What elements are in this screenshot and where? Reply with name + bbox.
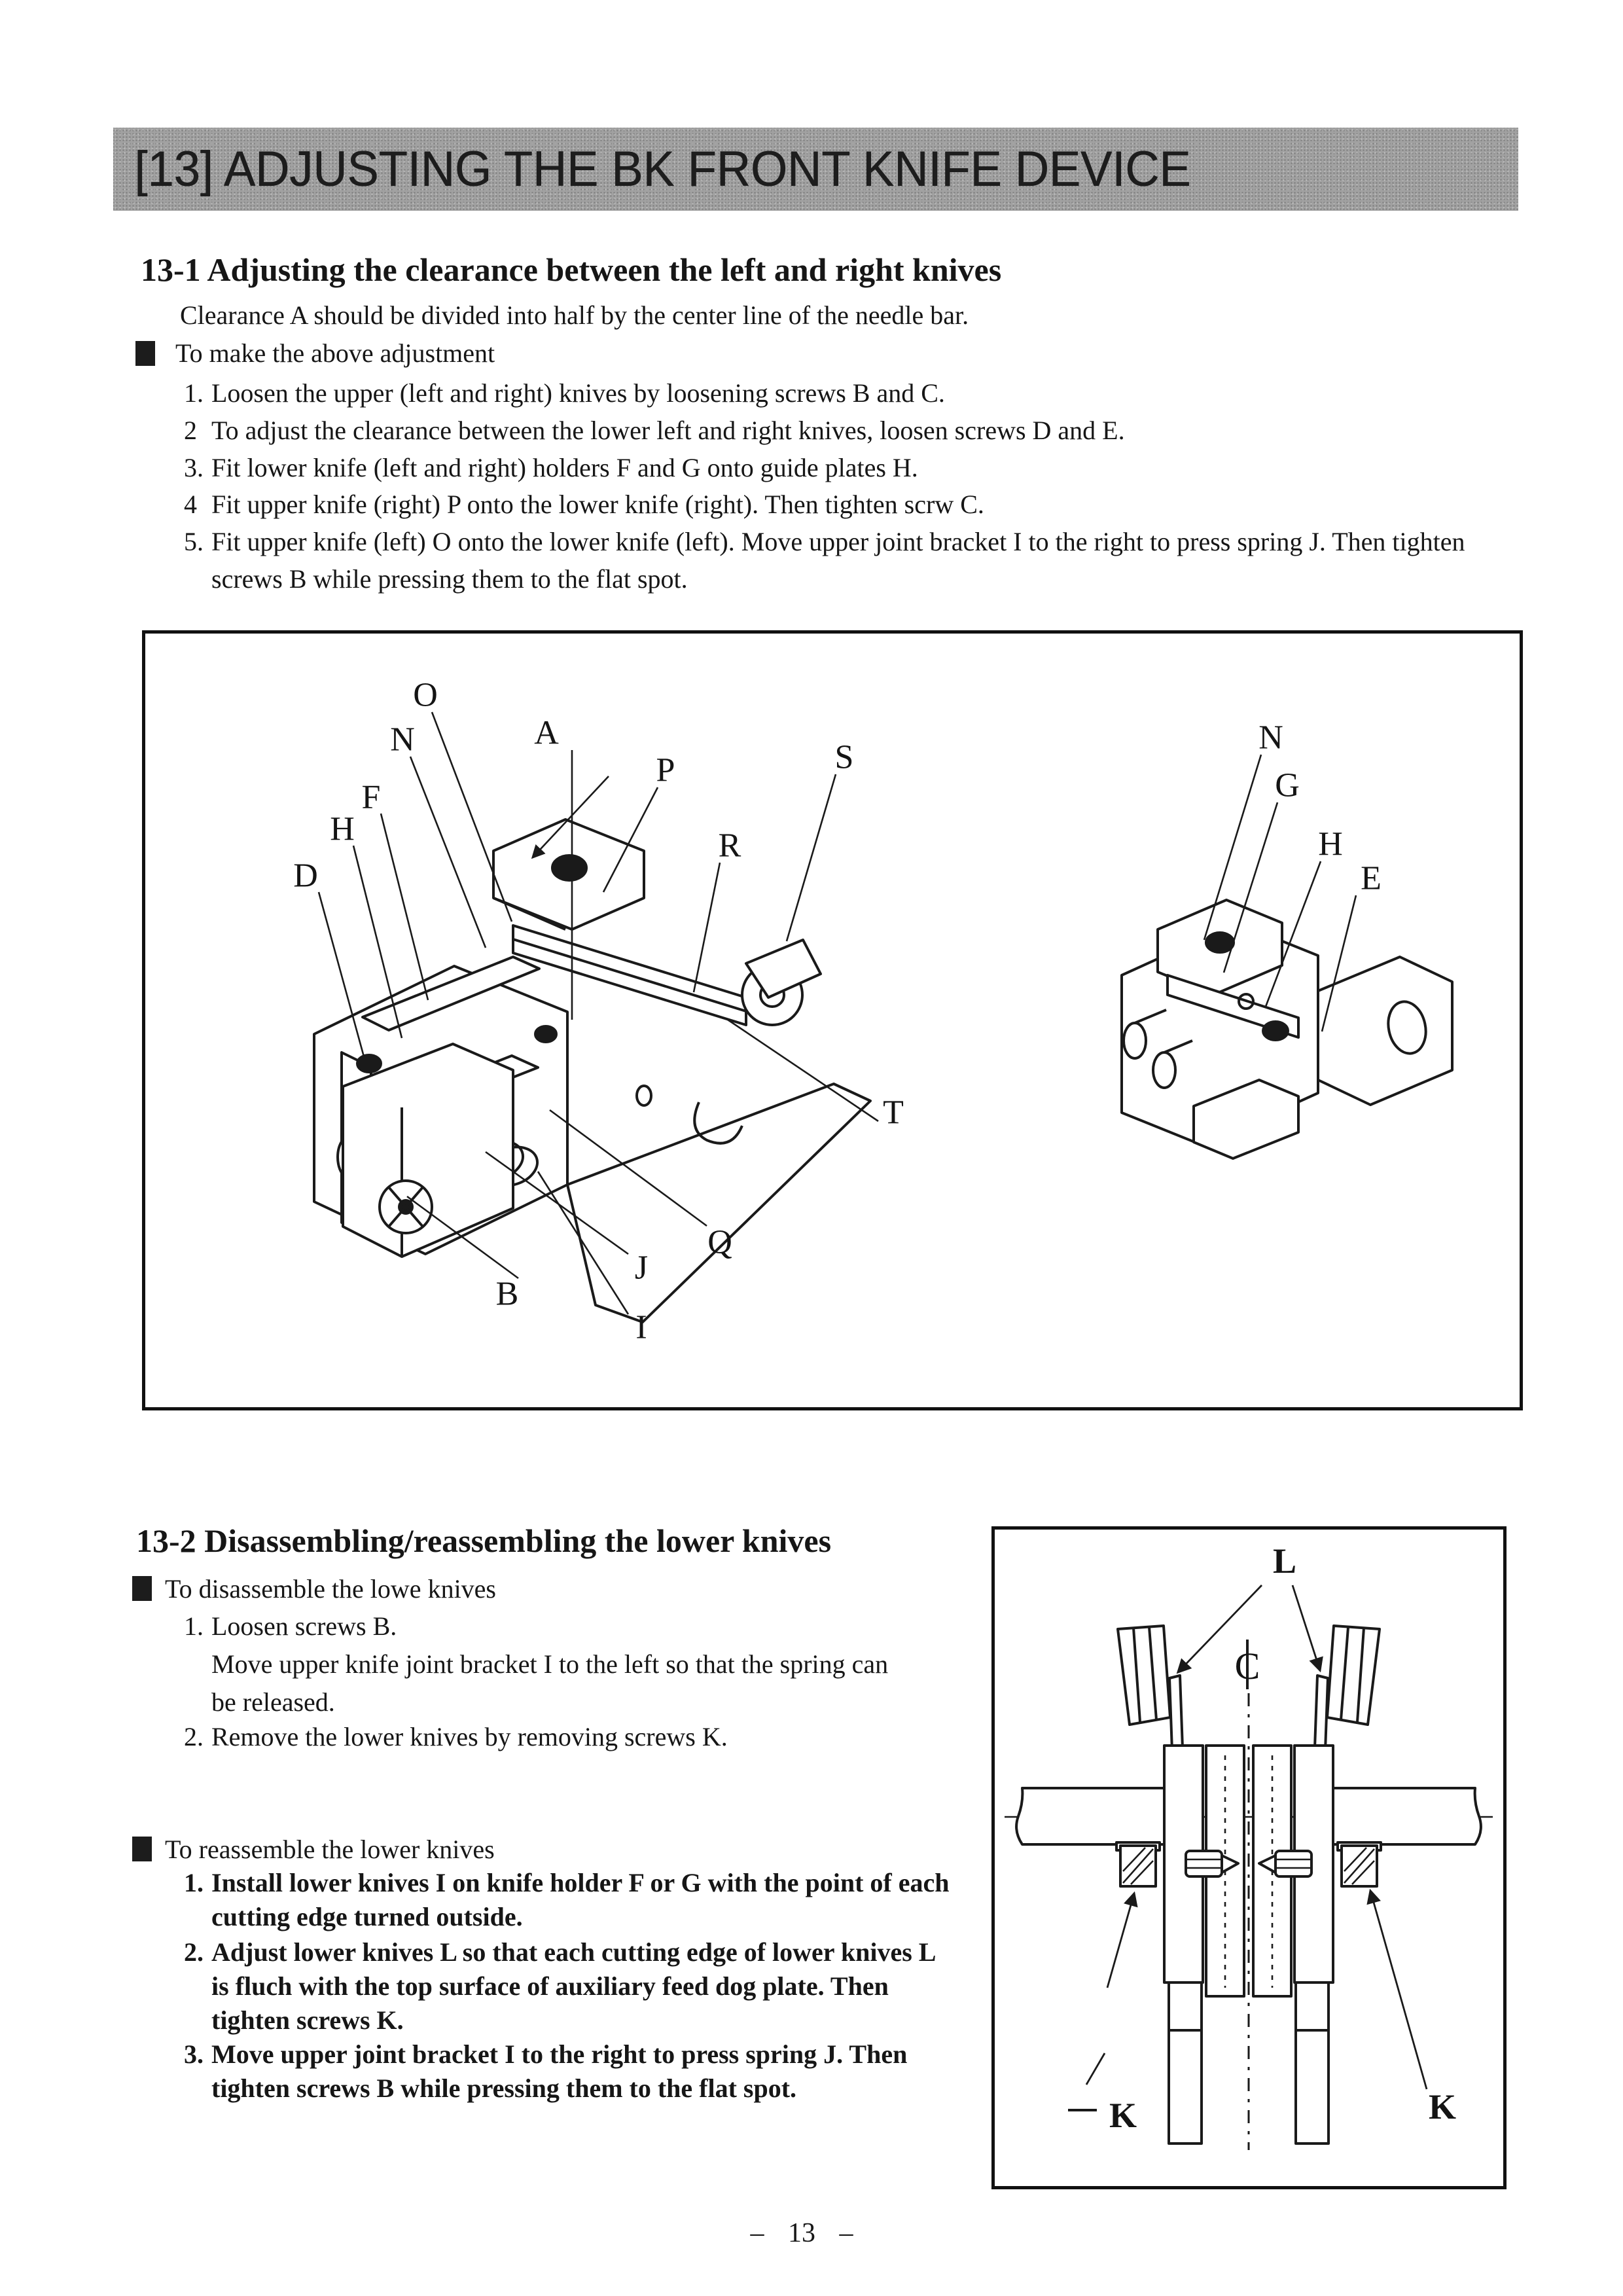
part-label-N2: N (1258, 719, 1283, 757)
left-lower-knife (1016, 1626, 1244, 2144)
step-number: 1. (184, 1611, 204, 1641)
list-item (184, 374, 945, 412)
step-text: Move upper joint bracket I to the right to press spring J. Then tighten screws B while pressing them to the flat spot. (211, 2039, 908, 2103)
step-text: Remove the lower knives by removing screws K. (211, 1722, 728, 1751)
page-number: – 13 – (750, 2218, 853, 2248)
part-label-G: G (1275, 766, 1300, 804)
step-text: Fit upper knife (right) P onto the lower knife (right). Then tighten scrw C. (211, 490, 984, 519)
step-text: Loosen screws B. (211, 1611, 397, 1641)
step-number: 5. (184, 527, 204, 556)
part-label-I: I (635, 1308, 647, 1346)
figure-knife-device (142, 630, 1523, 1410)
centerline-symbol: C (1234, 1645, 1260, 1687)
bullet-square-icon (132, 1576, 152, 1601)
list-item (184, 449, 918, 486)
list-item (184, 412, 1125, 449)
part-label-H2: H (1318, 825, 1343, 863)
list-item (184, 1718, 728, 1756)
list-item (184, 486, 984, 523)
list-item (184, 1607, 905, 1721)
step-text: Fit upper knife (left) O onto the lower knife (left). Move upper joint bracket I to the right to press spring J. Then tighten screws B while pressing them to the flat spot. (211, 527, 1465, 594)
part-label-B: B (495, 1275, 519, 1313)
part-label-K-left: K (1109, 2096, 1137, 2135)
step-number: 3. (184, 2039, 204, 2069)
part-label-S: S (834, 738, 854, 776)
step-text: Loosen the upper (left and right) knives by loosening screws B and C. (211, 378, 945, 408)
step-number: 3. (184, 453, 204, 482)
heading-13-1: 13-1 Adjusting the clearance between the left and right knives (141, 251, 1002, 288)
part-label-J: J (634, 1249, 649, 1287)
bullet-square-icon (132, 1837, 152, 1861)
part-label-D: D (293, 857, 318, 895)
part-label-L: L (1272, 1541, 1297, 1581)
right-knife-assembly (1122, 900, 1452, 1158)
bullet-13-1: To make the above adjustment (175, 338, 495, 368)
figure2-drawing (995, 1530, 1503, 2186)
step-text: To adjust the clearance between the lower left and right knives, loosen screws D and E. (211, 416, 1125, 445)
part-label-H: H (330, 810, 355, 848)
section-header-bar (113, 128, 1518, 211)
figure-lower-knives (991, 1526, 1507, 2189)
step-text-continued: Move upper knife joint bracket I to the left so that the spring can be released. (211, 1649, 889, 1717)
part-label-P: P (656, 751, 675, 789)
center-lines (1005, 1640, 1493, 2150)
part-label-F: F (361, 778, 381, 816)
list-item (184, 523, 1532, 598)
part-label-O: O (413, 676, 438, 714)
intro-13-1: Clearance A should be divided into half by the center line of the needle bar. (180, 300, 969, 330)
step-number: 2 (184, 416, 197, 445)
part-label-R: R (718, 827, 741, 865)
part-label-A: A (534, 714, 559, 752)
step-number: 1. (184, 378, 204, 408)
figure1-drawing (145, 634, 1520, 1407)
part-label-E: E (1361, 859, 1382, 897)
step-number: 2. (184, 1722, 204, 1751)
list-item (184, 1866, 954, 1934)
step-text: Fit lower knife (left and right) holders F and G onto guide plates H. (211, 453, 918, 482)
list-item (184, 1935, 954, 2037)
step-number: 2. (184, 1937, 204, 1967)
part-label-Q: Q (707, 1223, 732, 1261)
right-lower-knife (1253, 1626, 1481, 2144)
step-number: 4 (184, 490, 197, 519)
bullet-reassemble: To reassemble the lower knives (165, 1835, 495, 1864)
part-label-K-right: K (1428, 2087, 1457, 2126)
part-label-N: N (390, 721, 415, 759)
list-item (184, 2037, 954, 2106)
left-knife-assembly (314, 819, 870, 1322)
bullet-disassemble: To disassemble the lowe knives (165, 1574, 496, 1604)
page-title: [13] ADJUSTING THE BK FRONT KNIFE DEVICE (134, 141, 1191, 197)
bullet-square-icon (135, 341, 155, 366)
heading-13-2: 13-2 Disassembling/reassembling the lower knives (136, 1522, 832, 1559)
part-label-T: T (883, 1094, 904, 1132)
step-number: 1. (184, 1868, 204, 1897)
step-text: Adjust lower knives L so that each cutting edge of lower knives L is fluch with the top surface of auxiliary feed dog plate. Then tighten screws K. (211, 1937, 935, 2035)
step-text: Install lower knives I on knife holder F or G with the point of each cutting edge turned outside. (211, 1868, 950, 1931)
